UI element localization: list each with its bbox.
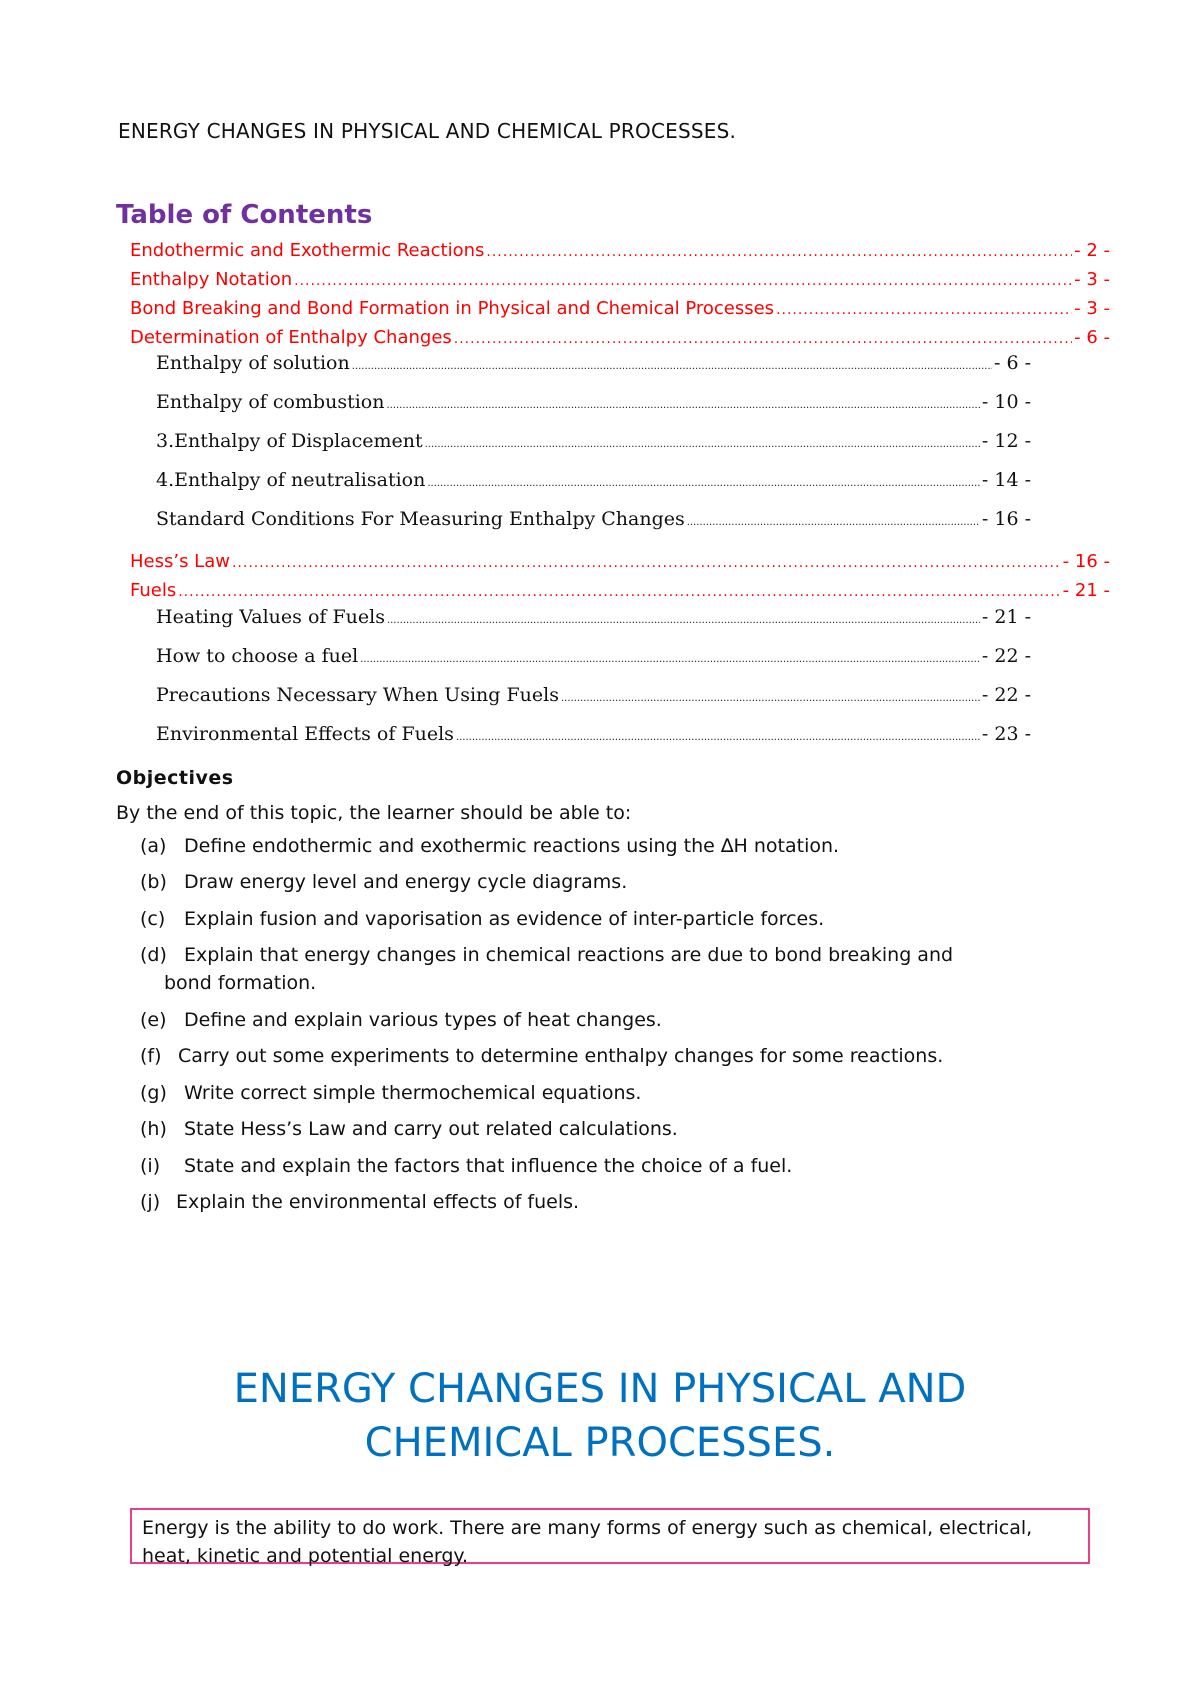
objective-item	[140, 1042, 1100, 1070]
toc-entry[interactable]	[130, 269, 1110, 290]
toc-subentry[interactable]	[156, 391, 1031, 413]
objective-letter: (b)	[140, 871, 167, 893]
toc-entry[interactable]	[130, 298, 1110, 319]
toc-entry-label: Enthalpy Notation	[130, 269, 293, 290]
toc-entry-label: How to choose a fuel	[156, 645, 359, 667]
objective-letter: (h)	[140, 1118, 167, 1140]
toc-entry-page: - 21 -	[1062, 580, 1110, 601]
toc-leader-dots	[294, 273, 1072, 289]
toc-entry-label: Bond Breaking and Bond Formation in Physical and Chemical Processes	[130, 298, 775, 319]
toc-leader-dots	[776, 302, 1072, 318]
toc-entry-page: - 16 -	[1062, 551, 1110, 572]
objectives-intro: By the end of this topic, the learner should be able to:	[116, 802, 632, 824]
toc-subentry[interactable]	[156, 606, 1031, 628]
objective-text: Define and explain various types of heat changes.	[184, 1009, 662, 1031]
objective-letter: (c)	[140, 908, 166, 930]
objective-text: Draw energy level and energy cycle diagrams.	[184, 871, 628, 893]
objective-item	[140, 1188, 1100, 1216]
toc-leader-dots	[687, 517, 980, 528]
toc-leader-dots	[387, 615, 980, 626]
toc-entry[interactable]	[130, 327, 1110, 348]
toc-title: Table of Contents	[116, 200, 373, 230]
toc-entry[interactable]	[130, 580, 1110, 601]
toc-subentry[interactable]	[156, 684, 1031, 706]
toc-entry[interactable]	[130, 551, 1110, 572]
objective-letter: (g)	[140, 1082, 167, 1104]
toc-subentry[interactable]	[156, 430, 1031, 452]
objective-text: Explain fusion and vaporisation as evidence of inter-particle forces.	[184, 908, 825, 930]
toc-entry-page: - 6 -	[993, 352, 1031, 374]
toc-leader-dots	[454, 331, 1072, 347]
objective-item	[140, 1006, 1100, 1034]
toc-leader-dots	[425, 439, 980, 450]
section-title	[0, 1362, 1200, 1470]
toc-leader-dots	[427, 478, 980, 489]
objective-text: Carry out some experiments to determine enthalpy changes for some reactions.	[178, 1045, 944, 1067]
toc-leader-dots	[232, 555, 1061, 571]
toc-entry-label: Enthalpy of solution	[156, 352, 350, 374]
toc-subentry[interactable]	[156, 723, 1031, 745]
toc-leader-dots	[386, 400, 979, 411]
toc-leader-dots	[178, 584, 1060, 600]
objective-text: Explain that energy changes in chemical reactions are due to bond breaking and	[184, 944, 954, 966]
toc-entry-page: - 6 -	[1074, 327, 1110, 348]
toc-subentry[interactable]	[156, 508, 1031, 530]
objective-text: State Hess’s Law and carry out related calculations.	[184, 1118, 678, 1140]
toc-leader-dots	[561, 693, 980, 704]
toc-leader-dots	[360, 654, 980, 665]
toc-entry-page: - 10 -	[981, 391, 1031, 413]
toc-entry-page: - 16 -	[981, 508, 1031, 530]
toc-entry[interactable]	[130, 240, 1110, 261]
objective-text: Explain the environmental effects of fuels.	[176, 1191, 580, 1213]
toc-entry-page: - 3 -	[1074, 298, 1110, 319]
objective-item	[140, 941, 1100, 997]
objective-letter: (d)	[140, 944, 167, 966]
objective-text: Write correct simple thermochemical equations.	[184, 1082, 642, 1104]
objective-item	[140, 905, 1100, 933]
objective-item	[140, 1115, 1100, 1143]
objective-letter: (e)	[140, 1009, 167, 1031]
energy-definition-box: Energy is the ability to do work. There are many forms of energy such as chemical, electrical, heat, kinetic and potential energy.	[130, 1508, 1090, 1564]
objective-letter: (f)	[140, 1045, 162, 1067]
toc-entry-page: - 22 -	[981, 645, 1031, 667]
objective-text-continued: bond formation.	[164, 972, 317, 994]
toc-entry-label: Hess’s Law	[130, 551, 230, 572]
toc-entry-label: Environmental Effects of Fuels	[156, 723, 454, 745]
toc-entry-label: Precautions Necessary When Using Fuels	[156, 684, 559, 706]
section-title-line: CHEMICAL PROCESSES.	[364, 1420, 836, 1466]
objective-item	[140, 1152, 1100, 1180]
toc-entry-label: Fuels	[130, 580, 177, 601]
toc-entry-label: 4.Enthalpy of neutralisation	[156, 469, 426, 491]
objectives-title: Objectives	[116, 767, 234, 789]
toc-subentry[interactable]	[156, 469, 1031, 491]
toc-leader-dots	[456, 732, 980, 743]
toc-entry-page: - 21 -	[981, 606, 1031, 628]
objective-letter: (a)	[140, 835, 167, 857]
toc-entry-label: Endothermic and Exothermic Reactions	[130, 240, 485, 261]
objective-letter: (j)	[140, 1191, 161, 1213]
toc-entry-label: Determination of Enthalpy Changes	[130, 327, 452, 348]
objective-item	[140, 1079, 1100, 1107]
document-heading: ENERGY CHANGES IN PHYSICAL AND CHEMICAL PROCESSES.	[118, 119, 737, 143]
toc-entry-label: Standard Conditions For Measuring Enthalpy Changes	[156, 508, 685, 530]
toc-entry-label: Heating Values of Fuels	[156, 606, 385, 628]
toc-entry-label: Enthalpy of combustion	[156, 391, 385, 413]
toc-entry-label: 3.Enthalpy of Displacement	[156, 430, 423, 452]
section-title-line: ENERGY CHANGES IN PHYSICAL AND	[233, 1366, 967, 1412]
toc-subentry[interactable]	[156, 352, 1031, 374]
toc-entry-page: - 23 -	[981, 723, 1031, 745]
objective-text: State and explain the factors that influence the choice of a fuel.	[184, 1155, 793, 1177]
objective-text: Define endothermic and exothermic reactions using the ∆H notation.	[184, 835, 840, 857]
objective-item	[140, 832, 1100, 860]
toc-entry-page: - 22 -	[981, 684, 1031, 706]
objective-item	[140, 868, 1100, 896]
toc-entry-page: - 2 -	[1074, 240, 1110, 261]
toc-entry-page: - 12 -	[981, 430, 1031, 452]
toc-leader-dots	[352, 361, 992, 372]
toc-leader-dots	[486, 244, 1072, 260]
toc-entry-page: - 14 -	[981, 469, 1031, 491]
toc-entry-page: - 3 -	[1074, 269, 1110, 290]
toc-subentry[interactable]	[156, 645, 1031, 667]
objective-letter: (i)	[140, 1155, 161, 1177]
